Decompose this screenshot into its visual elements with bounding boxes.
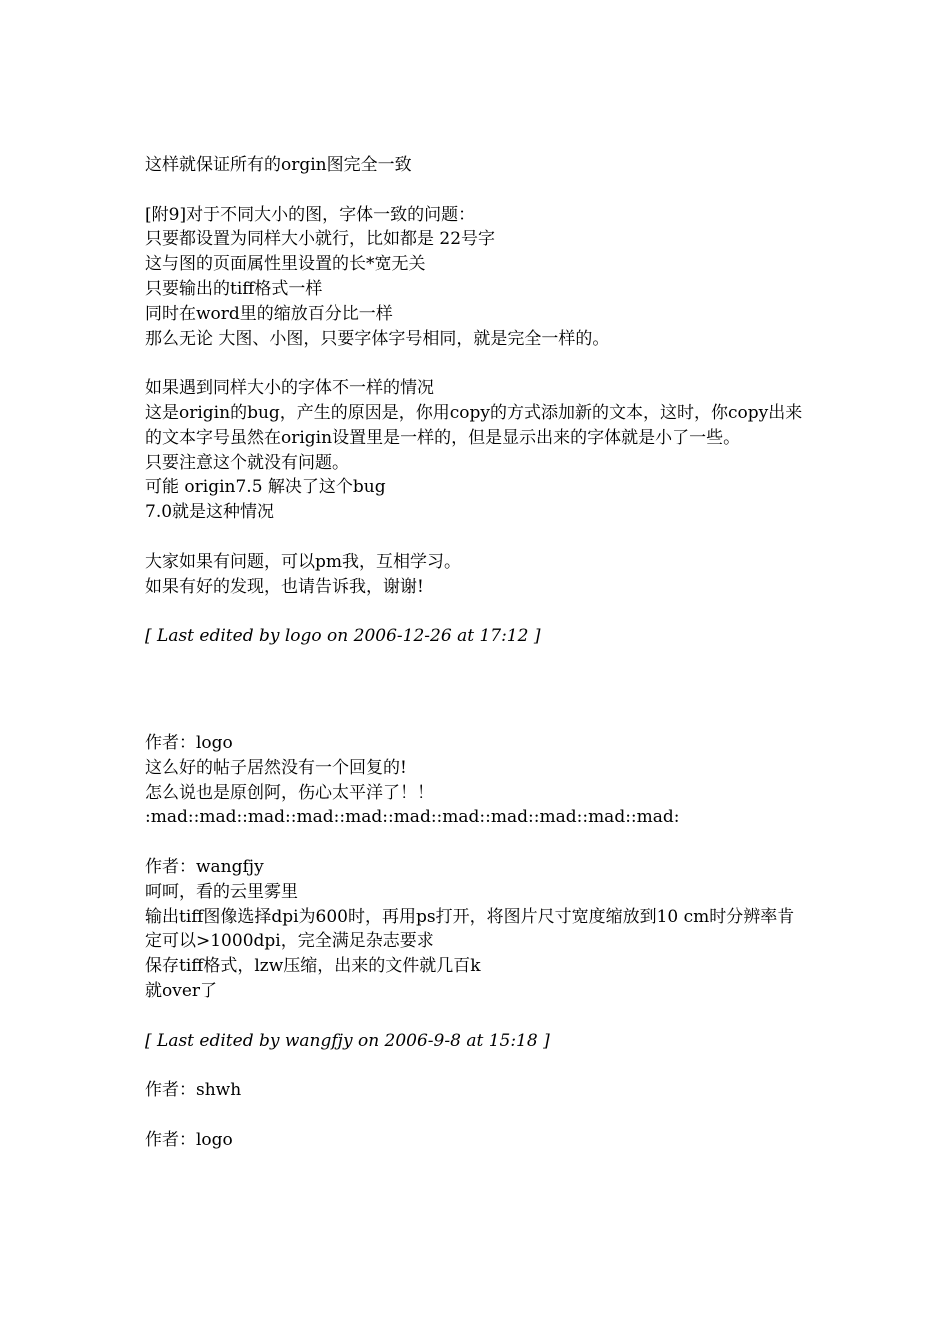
post-4: [145, 1078, 810, 1103]
text-line: 保存tiff格式，lzw压缩，出来的文件就几百k: [145, 956, 481, 977]
post-5: [145, 1128, 810, 1153]
text-line: 如果遇到同样大小的字体不一样的情况: [145, 378, 434, 399]
post-2: [145, 731, 810, 830]
text-line: 怎么说也是原创阿，伤心太平洋了！！: [145, 782, 434, 803]
text-line: [附9]对于不同大小的图，字体一致的问题：: [145, 204, 476, 225]
post-3: [145, 855, 810, 1053]
text-paragraph: 这是origin的bug，产生的原因是，你用copy的方式添加新的文本，这时，你copy出来的文本字号虽然在origin设置里是一样的，但是显示出来的字体就是小了一些。: [145, 402, 803, 448]
text-line: 7.0就是这种情况: [145, 502, 275, 523]
document-page: [145, 153, 810, 1152]
text-line: 只要注意这个就没有问题。: [145, 452, 349, 473]
text-line: 大家如果有问题，可以pm我，互相学习。: [145, 551, 462, 572]
text-line: 那么无论 大图、小图，只要字体字号相同，就是完全一样的。: [145, 328, 610, 349]
text-line: 呵呵，看的云里雾里: [145, 881, 298, 902]
text-line: 这与图的页面属性里设置的长*宽无关: [145, 254, 426, 275]
text-line: 这样就保证所有的orgin图完全一致: [145, 155, 412, 175]
post-author: 作者：wangfjy: [145, 856, 264, 877]
post-author: 作者：logo: [145, 732, 233, 753]
text-paragraph: 输出tiff图像选择dpi为600时，再用ps打开，将图片尺寸宽度缩放到10 cm时分辨率肯定可以>1000dpi，完全满足杂志要求: [145, 906, 795, 952]
post-author: 作者：shwh: [145, 1080, 242, 1101]
text-line: 只要输出的tiff格式一样: [145, 278, 323, 299]
text-line: 同时在word里的缩放百分比一样: [145, 303, 393, 324]
text-line: 这么好的帖子居然没有一个回复的!: [145, 757, 407, 778]
text-line: 可能 origin7.5 解决了这个bug: [145, 477, 386, 498]
text-line: 如果有好的发现，也请告诉我，谢谢!: [145, 576, 424, 597]
post-author: 作者：logo: [145, 1129, 233, 1150]
post-1: [145, 153, 810, 649]
text-line: 只要都设置为同样大小就行，比如都是 22号字: [145, 229, 496, 250]
text-line: :mad::mad::mad::mad::mad::mad::mad::mad::mad::mad::mad:: [145, 807, 680, 828]
edited-note: [ Last edited by logo on 2006-12-26 at 17:12 ]: [145, 626, 541, 647]
edited-note: [ Last edited by wangfjy on 2006-9-8 at 15:18 ]: [145, 1030, 550, 1051]
text-line: 就over了: [145, 980, 218, 1001]
